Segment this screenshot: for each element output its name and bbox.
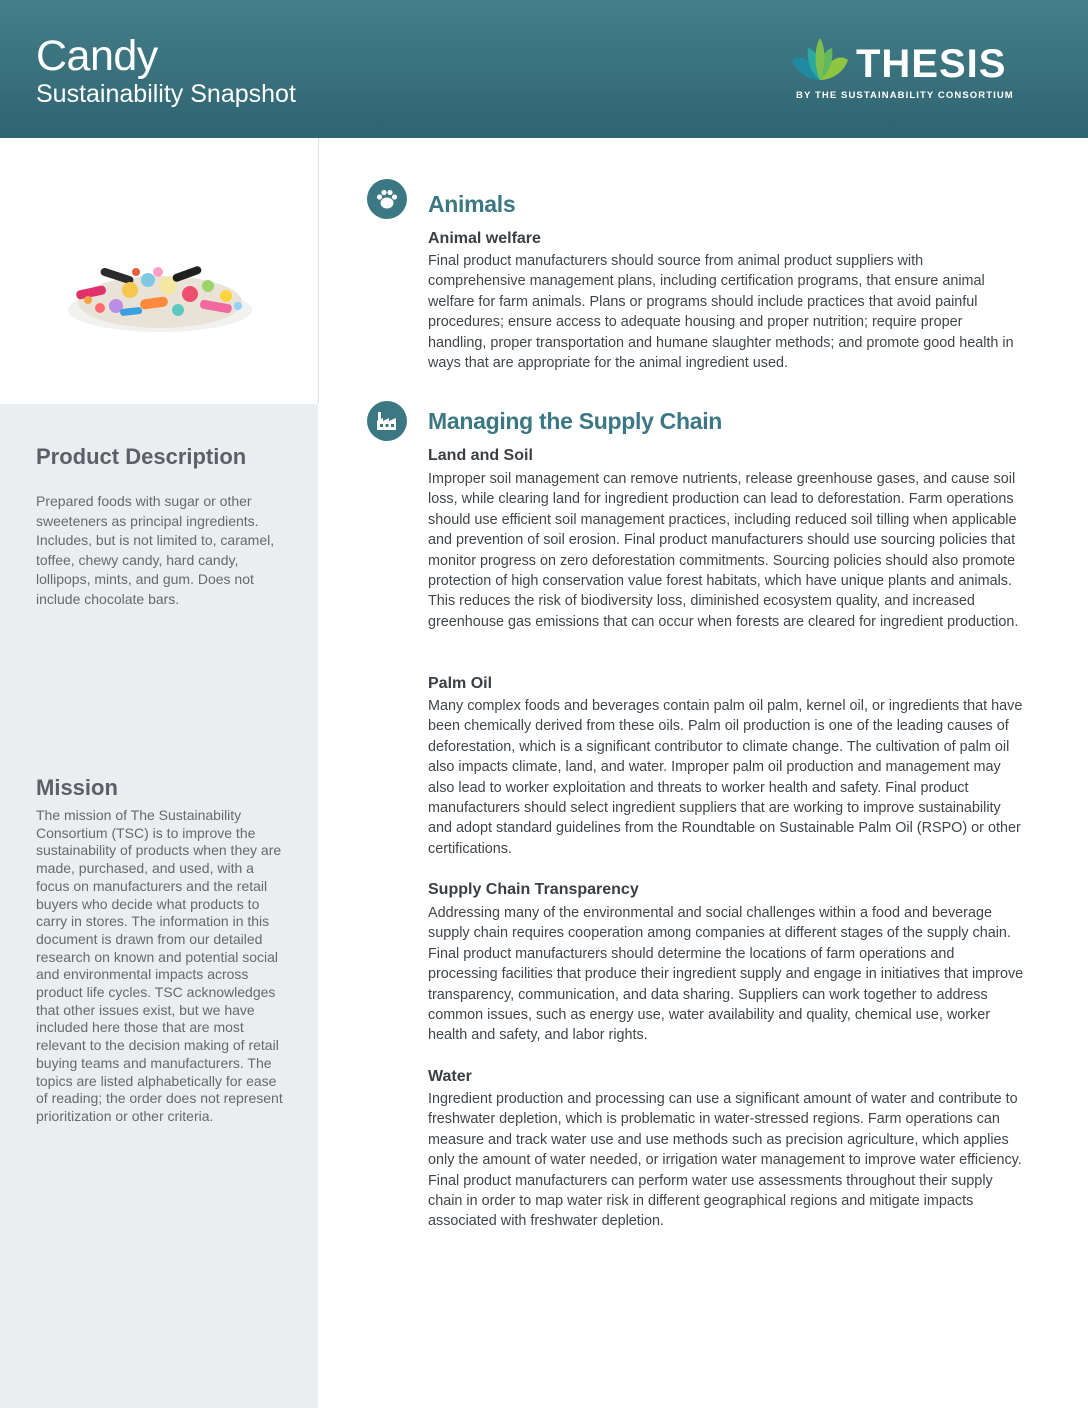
logo-brand: THESIS xyxy=(856,42,1007,86)
factory-icon xyxy=(367,401,407,441)
page-subtitle: Sustainability Snapshot xyxy=(36,80,296,108)
subsection-heading: Supply Chain Transparency xyxy=(428,881,639,898)
column-divider xyxy=(318,138,319,404)
section-title-supply-chain: Managing the Supply Chain xyxy=(428,408,723,434)
subsection-text: Ingredient production and processing can use a significant amount of water and contribute to freshwater depletion, which is problematic in water-stressed regions. Farm operations can measure and track water use and use methods such as precision agriculture, which applies only the amount of water needed, or irrigation water management to improve water efficiency. Final product manufacturers can perform water use assessments throughout their supply chain in order to map water risk in different geographical regions and mitigate impacts associated with freshwater depletion. xyxy=(428,1091,1022,1230)
leaf-logo-icon xyxy=(790,36,852,84)
product-description-heading: Product Description xyxy=(36,444,247,469)
subsection-heading: Animal welfare xyxy=(428,230,541,247)
mission-text: The mission of The Sustainability Consortium (TSC) is to improve the sustainability of products when they are made, purchased, and used, with a focus on manufacturers and the retail buyers who decide what products to carry in stores. The information in this document is drawn from our detailed research on known and potential social and environmental impacts across product life cycles. TSC acknowledges that other issues exist, but we have included here those that are most relevant to the decision making of retail buying teams and manufacturers. The topics are listed alphabetically for ease of reading; the order does not represent prioritization or other criteria. xyxy=(36,807,283,1124)
subsection-heading: Land and Soil xyxy=(428,447,533,464)
subsection-heading: Palm Oil xyxy=(428,675,493,692)
subsection-text: Many complex foods and beverages contain palm oil palm, kernel oil, or ingredients that have been chemically derived from these oils. Palm oil production is one of the leading causes of deforestation, which is a significant contributor to climate change. The cultivation of palm oil also impacts climate, land, and water. Improper palm oil production and management may also lead to worker exploitation and threats to worker health and safety. Final product manufacturers should select ingredient suppliers that are working to improve sustainability and adopt standard guidelines from the Roundtable on Sustainable Palm Oil (RSPO) or other certifications. xyxy=(428,698,1023,857)
subsection-text: Improper soil management can remove nutrients, release greenhouse gases, and cause soil loss, while clearing land for ingredient production can lead to deforestation. Farm operations should use efficient soil management practices, including reduced soil tilling when applicable and prevention of soil erosion. Final product manufacturers should use sourcing policies that monitor progress on zero deforestation commitments. Sourcing policies should also promote protection of high conservation value forest habitats, which have unique plants and animals. This reduces the risk of biodiversity loss, diminished ecosystem quality, and increased greenhouse gas emissions that can occur when forests are cleared for ingredient production. xyxy=(428,471,1019,630)
subsection-text: Addressing many of the environmental and social challenges within a food and beverage supply chain requires cooperation among companies at different stages of the supply chain. Final product manufacturers should determine the locations of farm operations and processing facilities that produce their ingredient supply and engage in initiatives that improve transparency, communication, and data sharing. Suppliers can work together to address common issues, such as energy use, water availability and quality, chemical use, worker health and safety, and labor rights. xyxy=(428,905,1024,1044)
subsection-text: Final product manufacturers should source from animal product suppliers with comprehensive management plans, including certification programs, that ensure animal welfare for farm animals. Plans or programs should include practices that avoid painful procedures; ensure access to adequate housing and proper nutrition; require proper handling, proper transportation and humane slaughter methods; and promote good health in ways that are appropriate for the animal ingredient used. xyxy=(428,253,1014,372)
thesis-logo xyxy=(790,34,1030,106)
section-title-animals: Animals xyxy=(428,191,516,217)
candy-photo xyxy=(60,250,260,346)
product-description-text: Prepared foods with sugar or other sweeteners as principal ingredients. Includes, but is not limited to, caramel, toffee, chewy candy, hard candy, lollipops, mints, and gum. Does not include chocolate bars. xyxy=(36,493,275,607)
logo-tagline: BY THE SUSTAINABILITY CONSORTIUM xyxy=(796,90,1014,101)
page-header xyxy=(0,0,1088,138)
page-title: Candy xyxy=(36,32,158,80)
mission-heading: Mission xyxy=(36,775,118,800)
paw-icon xyxy=(367,179,407,219)
subsection-heading: Water xyxy=(428,1068,472,1085)
